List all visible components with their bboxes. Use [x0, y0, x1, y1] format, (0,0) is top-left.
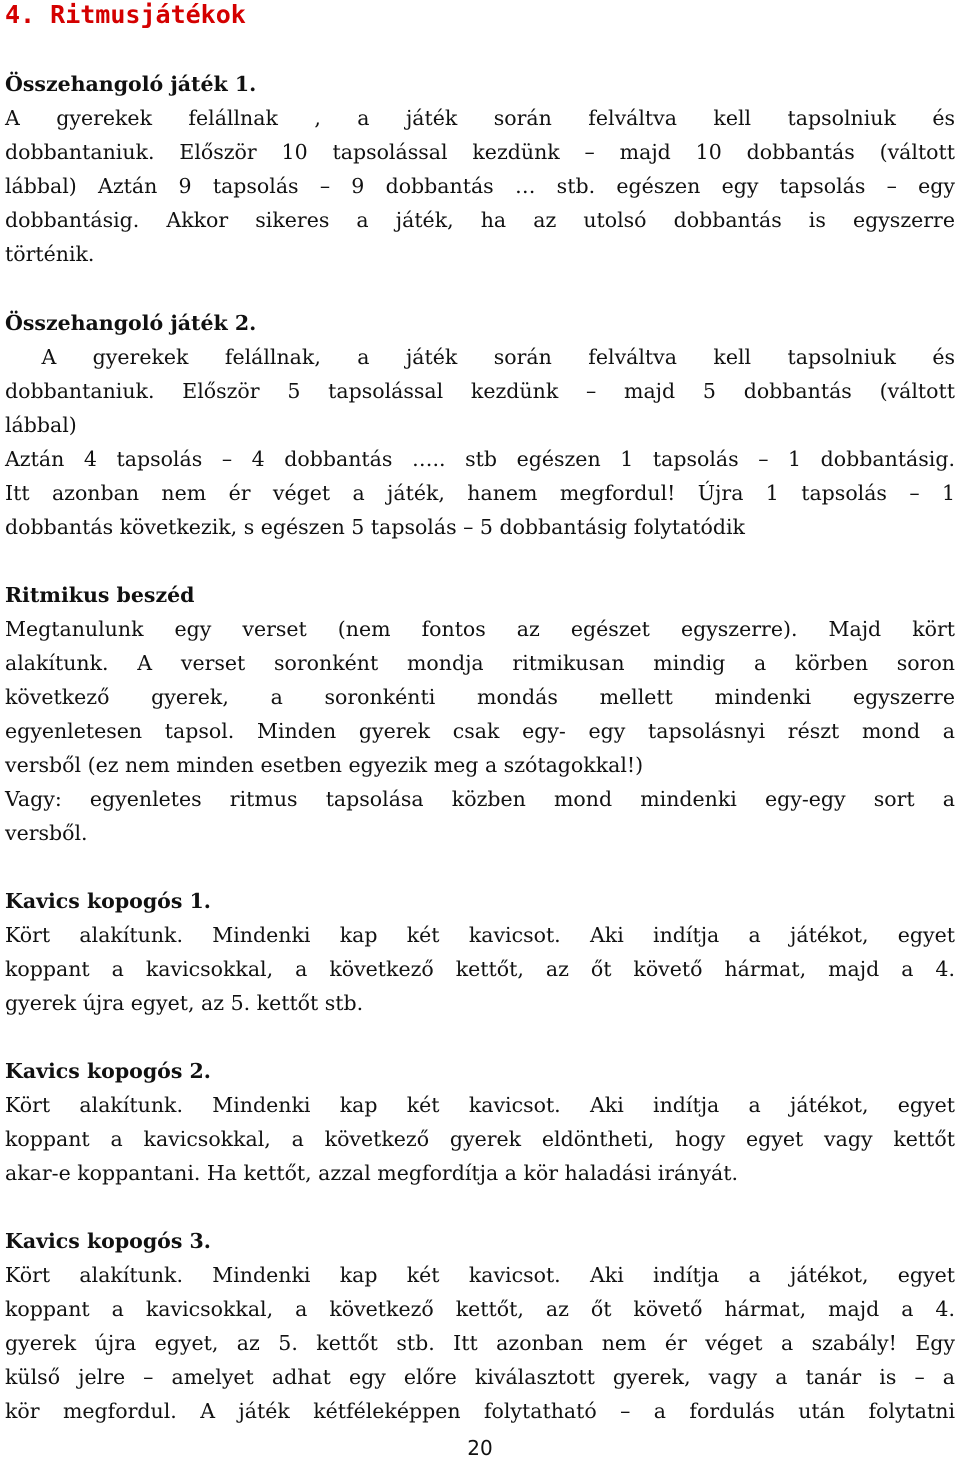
- page-number: 20: [467, 1436, 493, 1460]
- text-line: koppant a kavicsokkal, a következő kettőt, az őt követő hármat, majd a 4.: [5, 957, 955, 981]
- section-paragraph: [5, 1258, 955, 1428]
- section-kavics-kopogos-2: [5, 1054, 955, 1190]
- text-line: dobbantaniuk. Először 5 tapsolással kezdünk – majd 5 dobbantás (váltott: [5, 379, 955, 403]
- text-line: dobbantásig. Akkor sikeres a játék, ha az utolsó dobbantás is egyszerre: [5, 208, 955, 232]
- text-line: lábbal) Aztán 9 tapsolás – 9 dobbantás … stb. egészen egy tapsolás – egy: [5, 174, 955, 198]
- section-kavics-kopogos-3: [5, 1224, 955, 1428]
- text-line: A gyerekek felállnak, a játék során felváltva kell tapsolniuk és: [5, 345, 955, 369]
- text-line: külső jelre – amelyet adhat egy előre kiválasztott gyerek, vagy a tanár is – a: [5, 1365, 955, 1389]
- section-heading: Összehangoló játék 1.: [5, 72, 257, 96]
- text-line: Kört alakítunk. Mindenki kap két kavicsot. Aki indítja a játékot, egyet: [5, 1263, 955, 1287]
- text-line: Itt azonban nem ér véget a játék, hanem megfordul! Újra 1 tapsolás – 1: [5, 481, 955, 505]
- text-line: A gyerekek felállnak , a játék során felváltva kell tapsolniuk és: [5, 106, 955, 130]
- text-line: versből (ez nem minden esetben egyezik meg a szótagokkal!): [5, 753, 644, 777]
- text-line: dobbantaniuk. Először 10 tapsolással kezdünk – majd 10 dobbantás (váltott: [5, 140, 955, 164]
- section-ritmikus-beszed: [5, 578, 955, 850]
- section-paragraph: [5, 1088, 955, 1190]
- section-paragraph: [5, 101, 955, 271]
- text-line: versből.: [5, 821, 88, 845]
- section-heading: Ritmikus beszéd: [5, 583, 195, 607]
- section-kavics-kopogos-1: [5, 884, 955, 1020]
- section-heading: Kavics kopogós 1.: [5, 889, 211, 913]
- text-line: Megtanulunk egy verset (nem fontos az egészet egyszerre). Majd kört: [5, 617, 955, 641]
- section-paragraph: [5, 918, 955, 1020]
- text-line: következő gyerek, a soronkénti mondás mellett mindenki egyszerre: [5, 685, 955, 709]
- text-line: lábbal): [5, 413, 77, 437]
- text-line: dobbantás következik, s egészen 5 tapsolás – 5 dobbantásig folytatódik: [5, 515, 745, 539]
- text-line: koppant a kavicsokkal, a következő kettőt, az őt követő hármat, majd a 4.: [5, 1297, 955, 1321]
- section-paragraph: [5, 612, 955, 850]
- section-heading: Összehangoló játék 2.: [5, 311, 257, 335]
- text-line: gyerek újra egyet, az 5. kettőt stb. Itt azonban nem ér véget a szabály! Egy: [5, 1331, 955, 1355]
- text-line: akar-e koppantani. Ha kettőt, azzal megfordítja a kör haladási irányát.: [5, 1161, 739, 1185]
- text-line: Vagy: egyenletes ritmus tapsolása közben mond mindenki egy-egy sort a: [5, 787, 955, 811]
- section-heading: Kavics kopogós 2.: [5, 1059, 211, 1083]
- text-line: egyenletesen tapsol. Minden gyerek csak egy- egy tapsolásnyi részt mond a: [5, 719, 955, 743]
- chapter-title: 4. Ritmusjátékok: [5, 0, 246, 29]
- text-line: Aztán 4 tapsolás – 4 dobbantás ….. stb egészen 1 tapsolás – 1 dobbantásig.: [5, 447, 955, 471]
- section-paragraph: [5, 340, 955, 544]
- text-line: történik.: [5, 242, 95, 266]
- text-line: gyerek újra egyet, az 5. kettőt stb.: [5, 991, 364, 1015]
- section-osszehangolo-2: [5, 306, 955, 544]
- text-line: Kört alakítunk. Mindenki kap két kavicsot. Aki indítja a játékot, egyet: [5, 1093, 955, 1117]
- text-line: alakítunk. A verset soronként mondja ritmikusan mindig a körben soron: [5, 651, 955, 675]
- section-osszehangolo-1: [5, 67, 955, 271]
- text-line: Kört alakítunk. Mindenki kap két kavicsot. Aki indítja a játékot, egyet: [5, 923, 955, 947]
- text-line: koppant a kavicsokkal, a következő gyerek eldöntheti, hogy egyet vagy kettőt: [5, 1127, 955, 1151]
- section-heading: Kavics kopogós 3.: [5, 1229, 211, 1253]
- text-line: kör megfordul. A játék kétféleképpen folytatható – a fordulás után folytatni: [5, 1399, 955, 1423]
